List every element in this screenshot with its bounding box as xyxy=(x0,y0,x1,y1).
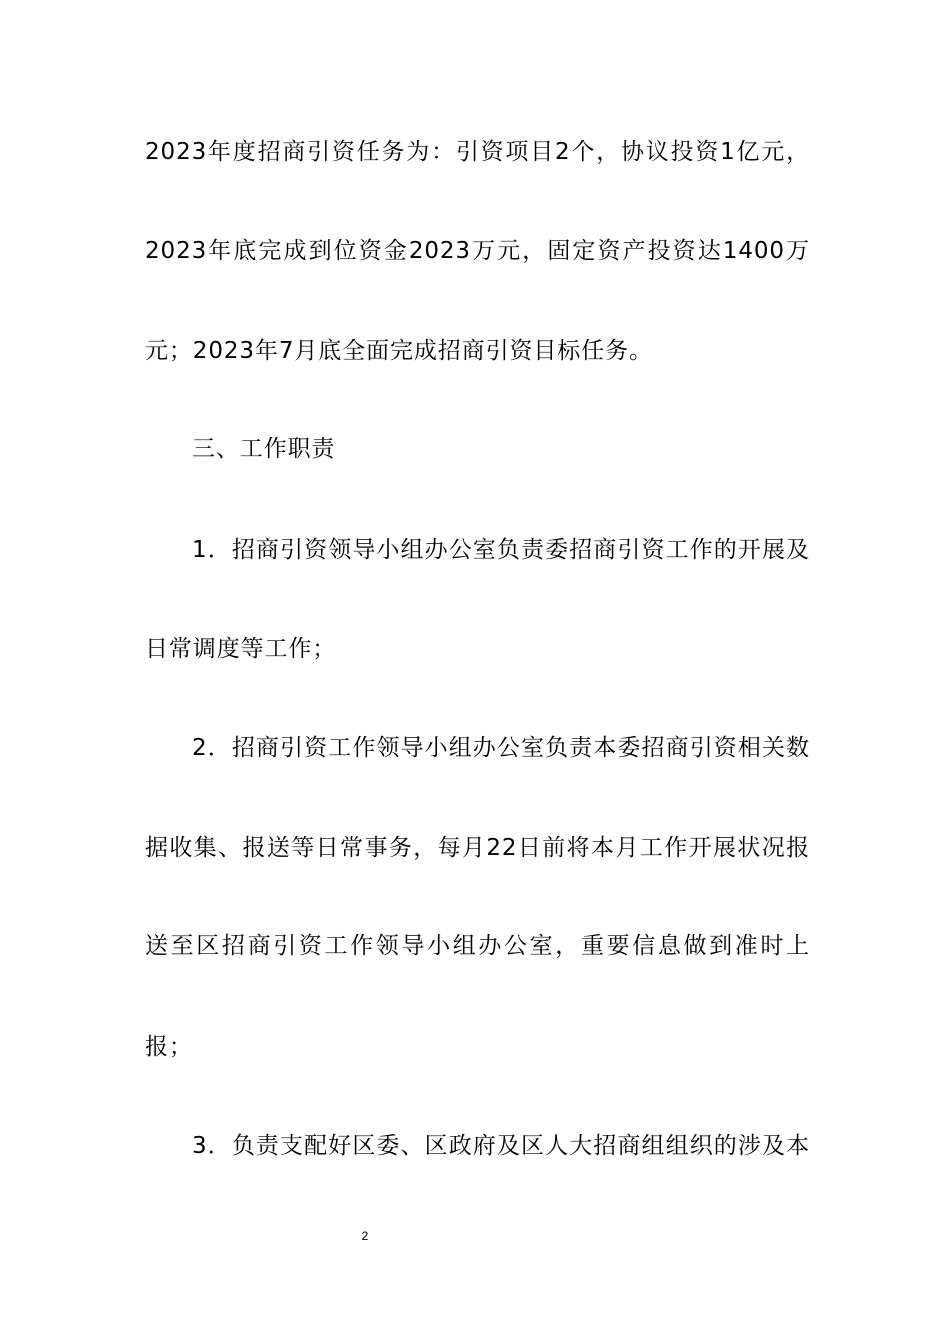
paragraph-line-3: 元；2023年7月底全面完成招商引资目标任务。 xyxy=(145,338,653,364)
item-2-line-1: 2．招商引资工作领导小组办公室负责本委招商引资相关数 xyxy=(192,735,810,761)
section-heading: 三、工作职责 xyxy=(192,436,336,462)
paragraph-line-2: 2023年底完成到位资金2023万元，固定资产投资达1400万 xyxy=(145,238,810,264)
item-3-line-1: 3．负责支配好区委、区政府及区人大招商组组织的涉及本 xyxy=(192,1133,810,1159)
item-2-line-2: 据收集、报送等日常事务，每月22日前将本月工作开展状况报 xyxy=(145,835,810,861)
item-1-line-1: 1．招商引资领导小组办公室负责委招商引资工作的开展及 xyxy=(192,537,810,563)
item-1-line-2: 日常调度等工作； xyxy=(145,636,337,662)
item-2-line-4: 报； xyxy=(145,1034,193,1060)
page-number: 2 xyxy=(361,1229,369,1243)
item-2-line-3: 送至区招商引资工作领导小组办公室，重要信息做到准时上 xyxy=(145,933,810,959)
paragraph-line-1: 2023年度招商引资任务为：引资项目2个，协议投资1亿元， xyxy=(145,139,810,165)
